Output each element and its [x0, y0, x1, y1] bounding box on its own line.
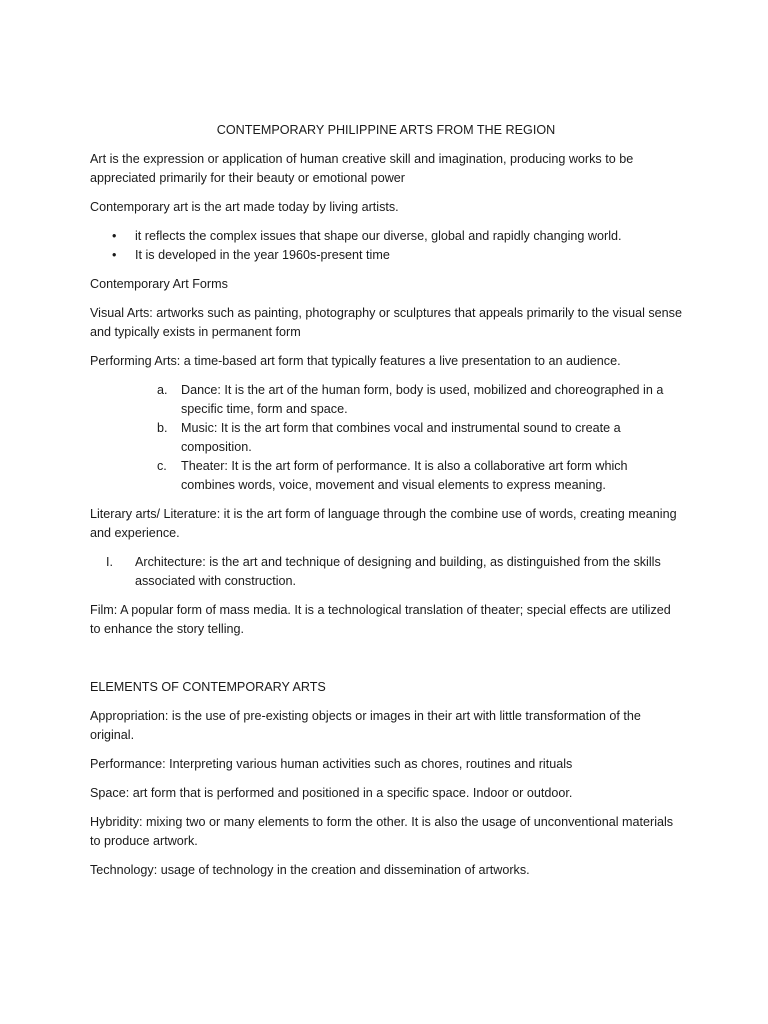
list-item-text: Dance: It is the art of the human form, body is used, mobilized and choreographed in a specific time, form and space.	[181, 383, 664, 416]
performing-arts-paragraph: Performing Arts: a time-based art form that typically features a live presentation to an audience.	[90, 354, 621, 368]
list-marker: c.	[157, 459, 167, 473]
appropriation-paragraph: Appropriation: is the use of pre-existing objects or images in their art with little transformation of the original.	[90, 709, 641, 742]
list-item-text: Music: It is the art form that combines vocal and instrumental sound to create a composition.	[181, 421, 621, 454]
blank-line	[90, 649, 682, 678]
list-marker: b.	[157, 421, 168, 435]
list-marker: a.	[157, 383, 168, 397]
list-item	[90, 381, 682, 419]
list-item-text: it reflects the complex issues that shape our diverse, global and rapidly changing world.	[135, 229, 622, 243]
list-item	[90, 419, 682, 457]
list-item-text: Architecture: is the art and technique of designing and building, as distinguished from the skills associated with construction.	[135, 555, 661, 588]
bullet-marker: •	[112, 229, 117, 243]
document-body	[90, 121, 682, 890]
list-item	[90, 246, 682, 265]
list-item-text: Theater: It is the art form of performance. It is also a collaborative art form which combines words, voice, movement and visual elements to express meaning.	[181, 459, 628, 492]
elements-heading: ELEMENTS OF CONTEMPORARY ARTS	[90, 680, 326, 694]
technology-paragraph: Technology: usage of technology in the creation and dissemination of artworks.	[90, 863, 530, 877]
list-item	[90, 457, 682, 495]
performance-paragraph: Performance: Interpreting various human activities such as chores, routines and rituals	[90, 757, 573, 771]
list-item-text: It is developed in the year 1960s-present time	[135, 248, 390, 262]
visual-arts-paragraph: Visual Arts: artworks such as painting, photography or sculptures that appeals primarily to the visual sense and typically exists in permanent form	[90, 306, 682, 339]
art-forms-heading: Contemporary Art Forms	[90, 277, 228, 291]
performing-arts-list	[90, 381, 682, 495]
film-paragraph: Film: A popular form of mass media. It is a technological translation of theater; special effects are utilized to enhance the story telling.	[90, 603, 671, 636]
contemporary-bullet-list	[90, 227, 682, 265]
space-paragraph: Space: art form that is performed and positioned in a specific space. Indoor or outdoor.	[90, 786, 573, 800]
architecture-list	[90, 553, 682, 591]
bullet-marker: •	[112, 248, 117, 262]
literary-arts-paragraph: Literary arts/ Literature: it is the art form of language through the combine use of words, creating meaning and experience.	[90, 507, 677, 540]
contemporary-definition: Contemporary art is the art made today by living artists.	[90, 200, 399, 214]
list-item	[90, 227, 682, 246]
hybridity-paragraph: Hybridity: mixing two or many elements to form the other. It is also the usage of unconventional materials to produce artwork.	[90, 815, 674, 848]
list-item	[90, 553, 682, 591]
art-definition: Art is the expression or application of human creative skill and imagination, producing works to be appreciated primarily for their beauty or emotional power	[90, 152, 634, 185]
list-marker: I.	[106, 555, 113, 569]
document-title: CONTEMPORARY PHILIPPINE ARTS FROM THE REGION	[216, 123, 556, 137]
